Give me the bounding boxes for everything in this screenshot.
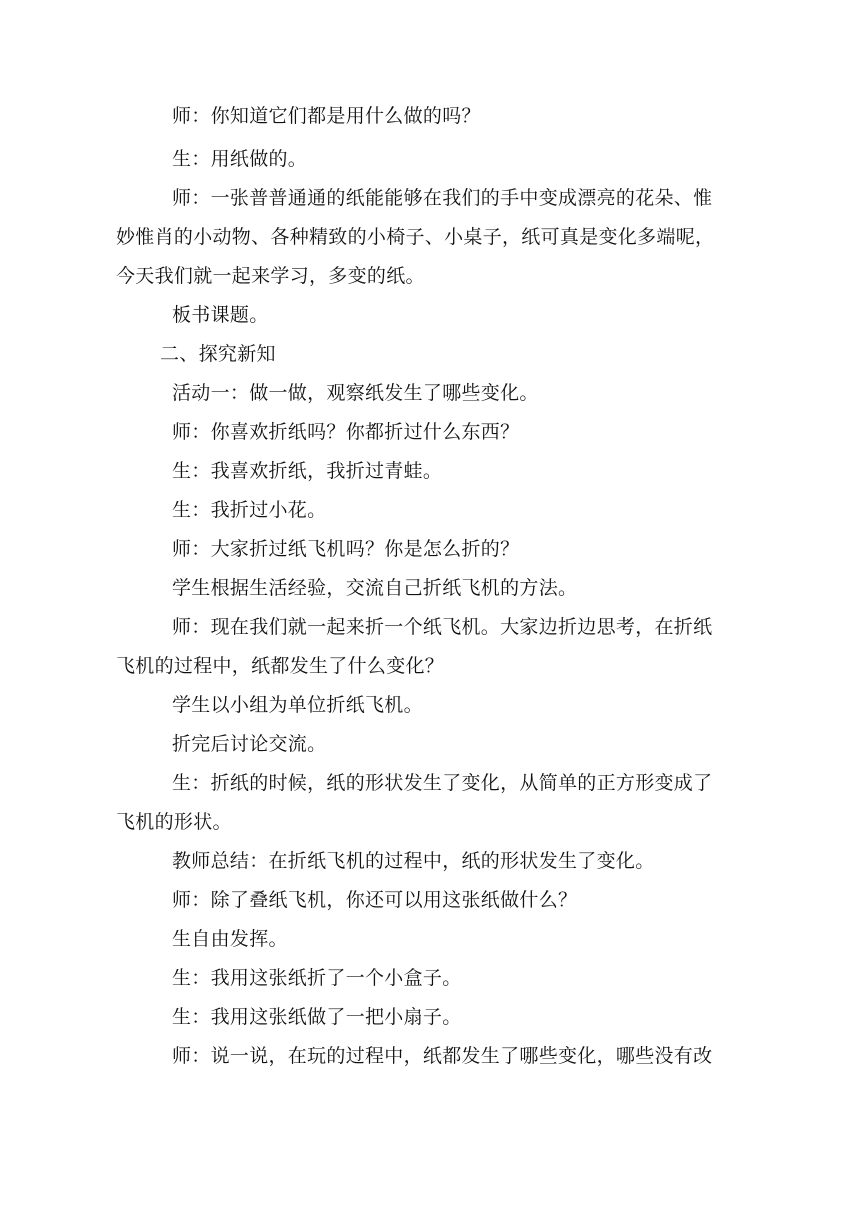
- paragraph-line: 师：现在我们就一起来折一个纸飞机。大家边折边思考，在折纸: [172, 616, 713, 638]
- paragraph-line: 折完后讨论交流。: [172, 733, 327, 755]
- paragraph-line: 生：我喜欢折纸，我折过青蛙。: [172, 460, 443, 482]
- paragraph-line: 师：你喜欢折纸吗？你都折过什么东西？: [172, 421, 520, 443]
- paragraph-line: 生：我用这张纸折了一个小盒子。: [172, 967, 462, 989]
- paragraph-line: 学生根据生活经验，交流自己折纸飞机的方法。: [172, 577, 578, 599]
- paragraph-line: 生自由发挥。: [172, 928, 288, 950]
- paragraph-line: 妙惟肖的小动物、各种精致的小椅子、小桌子，纸可真是变化多端呢，: [116, 226, 715, 248]
- paragraph-line: 师：一张普普通通的纸能能够在我们的手中变成漂亮的花朵、惟: [172, 187, 713, 209]
- paragraph-line: 生：我用这张纸做了一把小扇子。: [172, 1006, 462, 1028]
- paragraph-line: 活动一：做一做，观察纸发生了哪些变化。: [172, 382, 539, 404]
- paragraph-line: 师：除了叠纸飞机，你还可以用这张纸做什么？: [172, 889, 578, 911]
- paragraph-line: 飞机的形状。: [116, 811, 232, 833]
- paragraph-line: 学生以小组为单位折纸飞机。: [172, 694, 423, 716]
- paragraph-line: 生：折纸的时候，纸的形状发生了变化，从简单的正方形变成了: [172, 772, 713, 794]
- section-heading: 二、探究新知: [160, 343, 276, 365]
- paragraph-line: 师：说一说，在玩的过程中，纸都发生了哪些变化，哪些没有改: [172, 1045, 713, 1067]
- paragraph-line: 生：我折过小花。: [172, 499, 327, 521]
- paragraph-line: 师：大家折过纸飞机吗？你是怎么折的？: [172, 538, 520, 560]
- paragraph-line: 师：你知道它们都是用什么做的吗？: [172, 105, 481, 127]
- paragraph-line: 生：用纸做的。: [172, 148, 308, 170]
- paragraph-line: 今天我们就一起来学习，多变的纸。: [116, 265, 425, 287]
- paragraph-line: 飞机的过程中，纸都发生了什么变化？: [116, 655, 445, 677]
- paragraph-line: 教师总结：在折纸飞机的过程中，纸的形状发生了变化。: [172, 850, 655, 872]
- paragraph-line: 板书课题。: [172, 304, 269, 326]
